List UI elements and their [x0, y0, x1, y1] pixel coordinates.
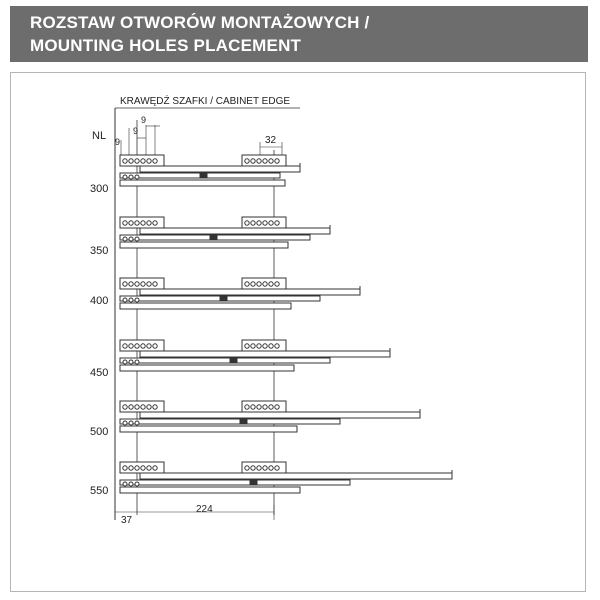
rear-hole-3-2: [257, 344, 261, 348]
rear-hole-2-4: [269, 282, 273, 286]
front-hole-3-3: [141, 344, 145, 348]
top-rail-2: [140, 289, 360, 295]
front-hole-4-2: [135, 405, 139, 409]
front-fix-b-0: [129, 175, 133, 179]
latch-2: [220, 296, 227, 300]
front-hole-5-3: [141, 466, 145, 470]
front-hole-2-2: [135, 282, 139, 286]
front-hole-3-1: [129, 344, 133, 348]
front-fix-b-5: [129, 482, 133, 486]
title-line-polish: ROZSTAW OTWORÓW MONTAŻOWYCH /: [30, 13, 370, 32]
latch-5: [250, 480, 257, 484]
nl-label: NL: [92, 130, 107, 142]
top-rail-3: [140, 351, 390, 357]
front-hole-1-1: [129, 221, 133, 225]
front-fix-b-4: [129, 421, 133, 425]
front-hole-0-0: [123, 159, 127, 163]
rear-hole-5-3: [263, 466, 267, 470]
dimension-32: 32: [265, 135, 277, 146]
dimension-9-middle: 9: [133, 126, 139, 136]
rear-hole-0-2: [257, 159, 261, 163]
front-hole-0-2: [135, 159, 139, 163]
rear-hole-4-2: [257, 405, 261, 409]
front-fix-b-1: [129, 237, 133, 241]
rear-hole-2-3: [263, 282, 267, 286]
cabinet-rail-2: [120, 303, 291, 309]
front-fix-b-3: [129, 360, 133, 364]
middle-rail-4: [120, 419, 340, 424]
top-rail-0: [140, 166, 300, 172]
rear-hole-4-4: [269, 405, 273, 409]
cabinet-rail-1: [120, 242, 288, 248]
front-hole-5-2: [135, 466, 139, 470]
size-label-550: 550: [90, 485, 109, 497]
top-rail-5: [140, 473, 452, 479]
rear-hole-3-4: [269, 344, 273, 348]
rear-hole-0-1: [251, 159, 255, 163]
rear-hole-2-2: [257, 282, 261, 286]
front-fix-a-0: [123, 175, 127, 179]
size-label-300: 300: [90, 183, 109, 195]
front-hole-3-2: [135, 344, 139, 348]
front-hole-4-3: [141, 405, 145, 409]
front-hole-1-4: [147, 221, 151, 225]
front-fix-a-3: [123, 360, 127, 364]
rear-hole-3-3: [263, 344, 267, 348]
front-fix-a-2: [123, 298, 127, 302]
middle-rail-5: [120, 480, 350, 485]
dimension-224: 224: [196, 504, 213, 515]
front-hole-5-0: [123, 466, 127, 470]
latch-1: [210, 235, 217, 239]
size-label-350: 350: [90, 245, 109, 257]
latch-4: [240, 419, 247, 423]
dimension-9-top: 9: [141, 115, 147, 125]
dimension-37: 37: [121, 515, 133, 526]
front-hole-2-5: [153, 282, 157, 286]
front-fix-a-1: [123, 237, 127, 241]
front-fix-c-1: [135, 237, 139, 241]
rear-hole-1-2: [257, 221, 261, 225]
front-hole-5-5: [153, 466, 157, 470]
rear-hole-1-4: [269, 221, 273, 225]
rear-hole-0-5: [275, 159, 279, 163]
rear-hole-5-2: [257, 466, 261, 470]
rear-hole-3-0: [245, 344, 249, 348]
size-label-500: 500: [90, 426, 109, 438]
front-hole-4-4: [147, 405, 151, 409]
rear-hole-4-0: [245, 405, 249, 409]
dimension-9-left: 9: [115, 137, 121, 147]
front-fix-a-5: [123, 482, 127, 486]
cabinet-rail-5: [120, 487, 300, 493]
rear-hole-0-0: [245, 159, 249, 163]
front-hole-2-0: [123, 282, 127, 286]
rear-hole-2-0: [245, 282, 249, 286]
latch-3: [230, 358, 237, 362]
front-hole-3-4: [147, 344, 151, 348]
front-hole-3-0: [123, 344, 127, 348]
front-hole-1-2: [135, 221, 139, 225]
latch-0: [200, 173, 207, 177]
front-hole-1-5: [153, 221, 157, 225]
size-label-450: 450: [90, 367, 109, 379]
front-fix-a-4: [123, 421, 127, 425]
front-hole-4-5: [153, 405, 157, 409]
top-rail-4: [140, 412, 420, 418]
front-hole-5-1: [129, 466, 133, 470]
rear-hole-2-1: [251, 282, 255, 286]
front-fix-b-2: [129, 298, 133, 302]
front-hole-0-1: [129, 159, 133, 163]
front-hole-4-1: [129, 405, 133, 409]
rear-hole-3-1: [251, 344, 255, 348]
rear-hole-1-1: [251, 221, 255, 225]
rear-hole-5-1: [251, 466, 255, 470]
front-hole-2-4: [147, 282, 151, 286]
front-hole-3-5: [153, 344, 157, 348]
cabinet-rail-4: [120, 426, 297, 432]
front-hole-2-1: [129, 282, 133, 286]
rear-hole-1-5: [275, 221, 279, 225]
rear-hole-2-5: [275, 282, 279, 286]
rear-hole-3-5: [275, 344, 279, 348]
front-fix-c-5: [135, 482, 139, 486]
rear-hole-5-0: [245, 466, 249, 470]
front-hole-2-3: [141, 282, 145, 286]
rear-hole-0-3: [263, 159, 267, 163]
front-hole-4-0: [123, 405, 127, 409]
front-hole-0-4: [147, 159, 151, 163]
front-fix-c-4: [135, 421, 139, 425]
top-rail-1: [140, 228, 330, 234]
rear-hole-4-3: [263, 405, 267, 409]
middle-rail-3: [120, 358, 330, 363]
front-fix-c-2: [135, 298, 139, 302]
front-fix-c-3: [135, 360, 139, 364]
front-fix-c-0: [135, 175, 139, 179]
rear-hole-5-4: [269, 466, 273, 470]
rear-hole-4-5: [275, 405, 279, 409]
front-hole-1-3: [141, 221, 145, 225]
rear-hole-4-1: [251, 405, 255, 409]
rear-hole-5-5: [275, 466, 279, 470]
rear-hole-1-0: [245, 221, 249, 225]
front-hole-0-3: [141, 159, 145, 163]
cabinet-rail-0: [120, 180, 285, 186]
rear-hole-1-3: [263, 221, 267, 225]
rear-hole-0-4: [269, 159, 273, 163]
front-hole-0-5: [153, 159, 157, 163]
size-label-400: 400: [90, 295, 109, 307]
front-hole-1-0: [123, 221, 127, 225]
front-hole-5-4: [147, 466, 151, 470]
title-line-english: MOUNTING HOLES PLACEMENT: [30, 36, 302, 55]
cabinet-edge-label: KRAWĘDŹ SZAFKI / CABINET EDGE: [120, 96, 291, 107]
cabinet-rail-3: [120, 365, 294, 371]
